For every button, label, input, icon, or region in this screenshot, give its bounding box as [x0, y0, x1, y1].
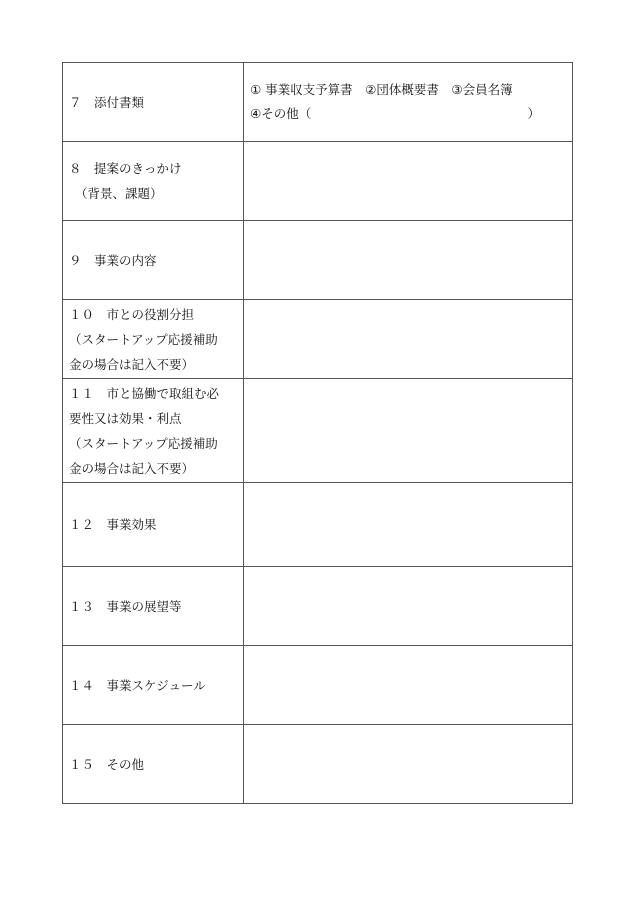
effects-field[interactable]	[244, 483, 573, 567]
form-row-outlook	[63, 567, 573, 646]
row-label	[63, 483, 244, 567]
form-row-collaboration-necessity	[63, 379, 573, 483]
outlook-field[interactable]	[244, 567, 573, 646]
form-row-schedule	[63, 646, 573, 725]
form-row-other	[63, 725, 573, 804]
label-line: １４ 事業スケジュール	[69, 677, 206, 693]
form-row-effects	[63, 483, 573, 567]
row-label	[63, 646, 244, 725]
content-field[interactable]	[244, 221, 573, 300]
role-sharing-field[interactable]	[244, 300, 573, 379]
schedule-field[interactable]	[244, 646, 573, 725]
label-line: １１ 市と協働で取組む必	[69, 385, 220, 401]
form-row-role-sharing	[63, 300, 573, 379]
label-line: 金の場合は記入不要）	[69, 460, 195, 476]
attachments-field[interactable]	[244, 63, 573, 142]
label-line: 要性又は効果・利点	[69, 410, 182, 426]
row-label	[63, 379, 244, 483]
label-line: ７ 添付書類	[69, 94, 145, 110]
label-line: （背景、課題）	[75, 186, 163, 201]
label-line: １２ 事業効果	[69, 517, 157, 532]
application-form-table	[62, 62, 573, 804]
row-label	[63, 142, 244, 221]
attachment-other-line	[250, 102, 572, 126]
application-form-page	[62, 62, 573, 804]
label-line: １５ その他	[69, 756, 145, 772]
attachment-other-label: ④その他（	[250, 106, 312, 121]
row-label	[63, 221, 244, 300]
label-line: １０ 市との役割分担	[69, 306, 195, 322]
row-label	[63, 63, 244, 142]
trigger-field[interactable]	[244, 142, 573, 221]
attachment-other-close: ）	[527, 106, 540, 121]
form-row-attachments	[63, 63, 573, 142]
label-line: ８ 提案のきっかけ	[69, 161, 182, 176]
attachment-options: ① 事業収支予算書 ②団体概要書 ③会員名簿	[250, 82, 513, 97]
row-label	[63, 300, 244, 379]
label-line: ９ 事業の内容	[69, 252, 157, 268]
row-label	[63, 725, 244, 804]
collaboration-necessity-field[interactable]	[244, 379, 573, 483]
label-line: （スタートアップ応援補助	[69, 435, 218, 451]
other-field[interactable]	[244, 725, 573, 804]
label-line: 金の場合は記入不要）	[69, 356, 195, 372]
row-label	[63, 567, 244, 646]
form-row-content	[63, 221, 573, 300]
form-row-trigger	[63, 142, 573, 221]
label-line: １３ 事業の展望等	[69, 598, 182, 614]
label-line: （スタートアップ応援補助	[69, 331, 218, 347]
